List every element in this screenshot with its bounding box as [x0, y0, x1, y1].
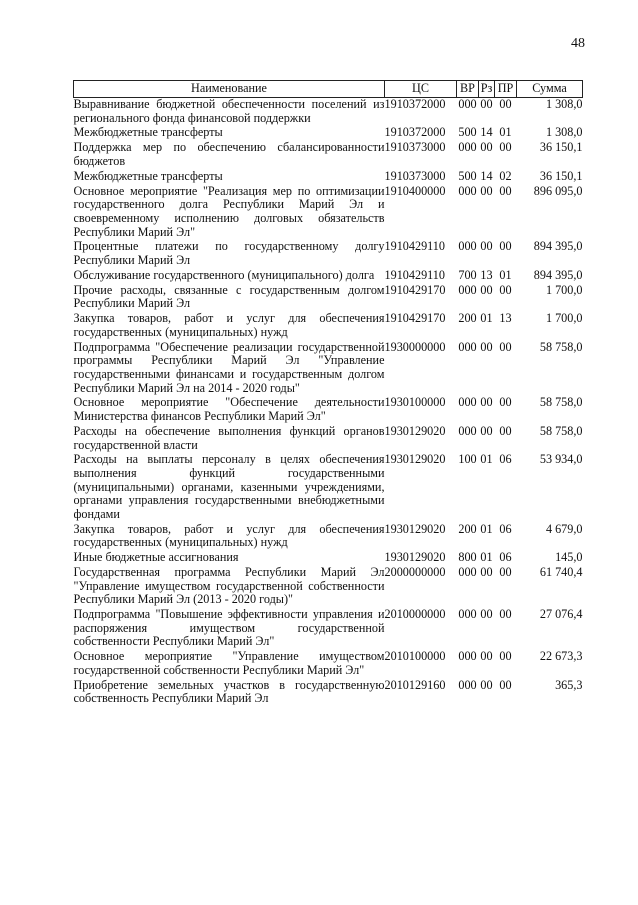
row-name: Закупка товаров, работ и услуг для обеспечения государственных (муниципальных) нужд — [73, 311, 385, 339]
table-row — [74, 523, 583, 551]
row-vr-code: 000 — [458, 565, 477, 580]
row-pr-code: 00 — [499, 339, 512, 354]
table-row — [74, 679, 583, 707]
row-pr-code: 06 — [499, 521, 512, 536]
row-name: Расходы на обеспечение выполнения функций органов государственной власти — [73, 423, 385, 452]
row-rz-code: 00 — [480, 183, 493, 198]
row-sum: 22 673,3 — [539, 649, 583, 664]
row-vr-code: 700 — [458, 267, 477, 282]
row-cs-code: 1910429110 — [384, 239, 445, 254]
row-pr-code: 00 — [499, 239, 512, 254]
table-row — [74, 396, 583, 424]
row-sum: 36 150,1 — [539, 168, 583, 183]
row-rz-code: 00 — [480, 140, 493, 155]
header-pr: ПР — [495, 81, 517, 98]
row-name: Основное мероприятие "Обеспечение деятельности Министерства финансов Республики Марий Эл" — [73, 395, 385, 424]
header-rz: Рз — [479, 81, 495, 98]
row-name: Процентные платежи по государственному долгу Республики Марий Эл — [73, 239, 385, 268]
row-vr-code: 800 — [458, 550, 477, 565]
table-row — [74, 341, 583, 397]
table-row — [74, 453, 583, 522]
table-row — [74, 141, 583, 169]
row-sum: 1 700,0 — [545, 282, 583, 297]
row-vr-code: 000 — [458, 183, 477, 198]
row-vr-code: 200 — [458, 311, 477, 326]
row-name: Основное мероприятие "Управление имуществом государственной собственности Республики Марий Эл" — [73, 649, 385, 677]
row-rz-code: 00 — [480, 607, 493, 622]
row-rz-code: 00 — [480, 282, 493, 297]
table-row — [74, 98, 583, 127]
row-vr-code: 000 — [458, 395, 477, 410]
row-vr-code: 000 — [458, 607, 477, 622]
row-rz-code: 00 — [480, 423, 493, 438]
row-pr-code: 00 — [499, 423, 512, 438]
row-rz-code: 00 — [480, 395, 493, 410]
row-sum: 896 095,0 — [533, 183, 583, 198]
row-rz-code: 00 — [480, 97, 493, 111]
row-pr-code: 00 — [499, 607, 512, 622]
header-cs: ЦС — [385, 81, 457, 98]
row-name: Обслуживание государственного (муниципального) долга — [73, 267, 375, 282]
row-sum: 36 150,1 — [539, 140, 583, 155]
row-sum: 365,3 — [555, 677, 583, 692]
row-vr-code: 000 — [458, 339, 477, 354]
row-rz-code: 00 — [480, 339, 493, 354]
row-pr-code: 02 — [499, 168, 512, 183]
row-name: Расходы на выплаты персоналу в целях обеспечения выполнения функций государственными (муниципальными) органами, казенными учреждениями, органами управления государственными внебюджетными фондами — [73, 452, 385, 521]
row-cs-code: 1930129020 — [384, 423, 446, 438]
row-name: Иные бюджетные ассигнования — [73, 550, 239, 565]
row-vr-code: 000 — [458, 649, 477, 664]
row-pr-code: 06 — [499, 452, 512, 467]
row-cs-code: 1910429170 — [384, 282, 446, 297]
row-vr-code: 200 — [458, 521, 477, 536]
row-sum: 58 758,0 — [539, 339, 583, 354]
row-cs-code: 2000000000 — [384, 565, 446, 580]
row-cs-code: 1910429170 — [384, 311, 446, 326]
row-pr-code: 00 — [499, 140, 512, 155]
row-pr-code: 06 — [499, 550, 512, 565]
row-rz-code: 01 — [480, 550, 493, 565]
row-name: Поддержка мер по обеспечению сбалансированности бюджетов — [73, 140, 385, 168]
row-name: Закупка товаров, работ и услуг для обеспечения государственных (муниципальных) нужд — [73, 521, 385, 550]
row-name: Выравнивание бюджетной обеспеченности поселений из регионального фонда финансовой поддержки — [73, 97, 385, 125]
row-rz-code: 14 — [480, 125, 493, 140]
row-pr-code: 01 — [499, 125, 512, 140]
row-cs-code: 1910372000 — [384, 97, 446, 111]
table-row — [74, 284, 583, 312]
row-cs-code: 2010129160 — [384, 677, 446, 692]
row-vr-code: 000 — [458, 239, 477, 254]
row-sum: 58 758,0 — [539, 395, 583, 410]
row-sum: 145,0 — [555, 550, 583, 565]
row-pr-code: 00 — [499, 97, 512, 111]
table-body — [74, 98, 583, 708]
row-pr-code: 01 — [499, 267, 512, 282]
row-name: Приобретение земельных участков в государственную собственность Республики Марий Эл — [73, 677, 385, 706]
budget-table — [73, 80, 583, 707]
row-vr-code: 000 — [458, 140, 477, 155]
row-sum: 53 934,0 — [539, 452, 583, 467]
row-rz-code: 01 — [480, 311, 493, 326]
row-cs-code: 1930000000 — [384, 339, 446, 354]
row-cs-code: 1910400000 — [384, 183, 446, 198]
row-cs-code: 2010000000 — [384, 607, 446, 622]
header-sum: Сумма — [517, 81, 583, 98]
header-name: Наименование — [74, 81, 385, 98]
row-cs-code: 1930100000 — [384, 395, 446, 410]
row-pr-code: 00 — [499, 395, 512, 410]
row-cs-code: 1910429110 — [384, 267, 445, 282]
header-vr: ВР — [457, 81, 479, 98]
table-row — [74, 126, 583, 141]
row-cs-code: 1930129020 — [384, 550, 446, 565]
row-sum: 1 308,0 — [545, 97, 583, 111]
row-rz-code: 01 — [480, 521, 493, 536]
row-rz-code: 00 — [480, 565, 493, 580]
page-number: 48 — [571, 36, 585, 51]
table-row — [74, 608, 583, 650]
row-vr-code: 000 — [458, 282, 477, 297]
row-cs-code: 1910372000 — [384, 125, 446, 140]
row-sum: 61 740,4 — [539, 565, 583, 580]
row-sum: 4 679,0 — [545, 521, 583, 536]
row-pr-code: 00 — [499, 649, 512, 664]
row-pr-code: 00 — [499, 565, 512, 580]
row-name: Прочие расходы, связанные с государственным долгом Республики Марий Эл — [73, 282, 385, 311]
row-sum: 1 700,0 — [545, 311, 583, 326]
row-pr-code: 00 — [499, 282, 512, 297]
table-row — [74, 551, 583, 566]
table-row — [74, 650, 583, 678]
table-row — [74, 425, 583, 453]
row-rz-code: 00 — [480, 239, 493, 254]
row-rz-code: 01 — [480, 452, 493, 467]
row-pr-code: 13 — [499, 311, 512, 326]
row-name: Подпрограмма "Обеспечение реализации государственной программы Республики Марий Эл "Управление государственными финансами и государственным долгом Республики Марий Эл на 2014 - 2020 годы" — [73, 339, 385, 395]
row-cs-code: 1930129020 — [384, 521, 446, 536]
row-rz-code: 00 — [480, 649, 493, 664]
row-pr-code: 00 — [499, 677, 512, 692]
row-name: Межбюджетные трансферты — [73, 125, 223, 140]
row-sum: 27 076,4 — [539, 607, 583, 622]
table-row — [74, 269, 583, 284]
table-row — [74, 185, 583, 241]
table-row — [74, 566, 583, 608]
row-rz-code: 00 — [480, 677, 493, 692]
row-rz-code: 13 — [480, 267, 493, 282]
row-vr-code: 000 — [458, 97, 477, 111]
row-vr-code: 100 — [458, 452, 477, 467]
row-name: Государственная программа Республики Марий Эл "Управление имуществом государственной собственности Республики Марий Эл (2013 - 2020 годы)" — [73, 565, 385, 607]
row-vr-code: 500 — [458, 168, 477, 183]
row-name: Межбюджетные трансферты — [73, 168, 223, 183]
table-header-row — [74, 81, 583, 98]
table-row — [74, 240, 583, 268]
row-sum: 58 758,0 — [539, 423, 583, 438]
row-cs-code: 1930129020 — [384, 452, 446, 467]
row-sum: 894 395,0 — [533, 239, 583, 254]
row-vr-code: 500 — [458, 125, 477, 140]
row-sum: 1 308,0 — [545, 125, 583, 140]
row-sum: 894 395,0 — [533, 267, 583, 282]
row-rz-code: 14 — [480, 168, 493, 183]
row-name: Подпрограмма "Повышение эффективности управления и распоряжения имуществом государственной собственности Республики Марий Эл" — [73, 607, 385, 649]
table-row — [74, 312, 583, 340]
row-name: Основное мероприятие "Реализация мер по оптимизации государственного долга Республики Марий Эл и своевременному исполнению долговых обязательств Республики Марий Эл" — [73, 183, 385, 239]
row-vr-code: 000 — [458, 677, 477, 692]
row-cs-code: 1910373000 — [384, 140, 446, 155]
table-row — [74, 170, 583, 185]
row-vr-code: 000 — [458, 423, 477, 438]
row-pr-code: 00 — [499, 183, 512, 198]
row-cs-code: 2010100000 — [384, 649, 446, 664]
row-cs-code: 1910373000 — [384, 168, 446, 183]
